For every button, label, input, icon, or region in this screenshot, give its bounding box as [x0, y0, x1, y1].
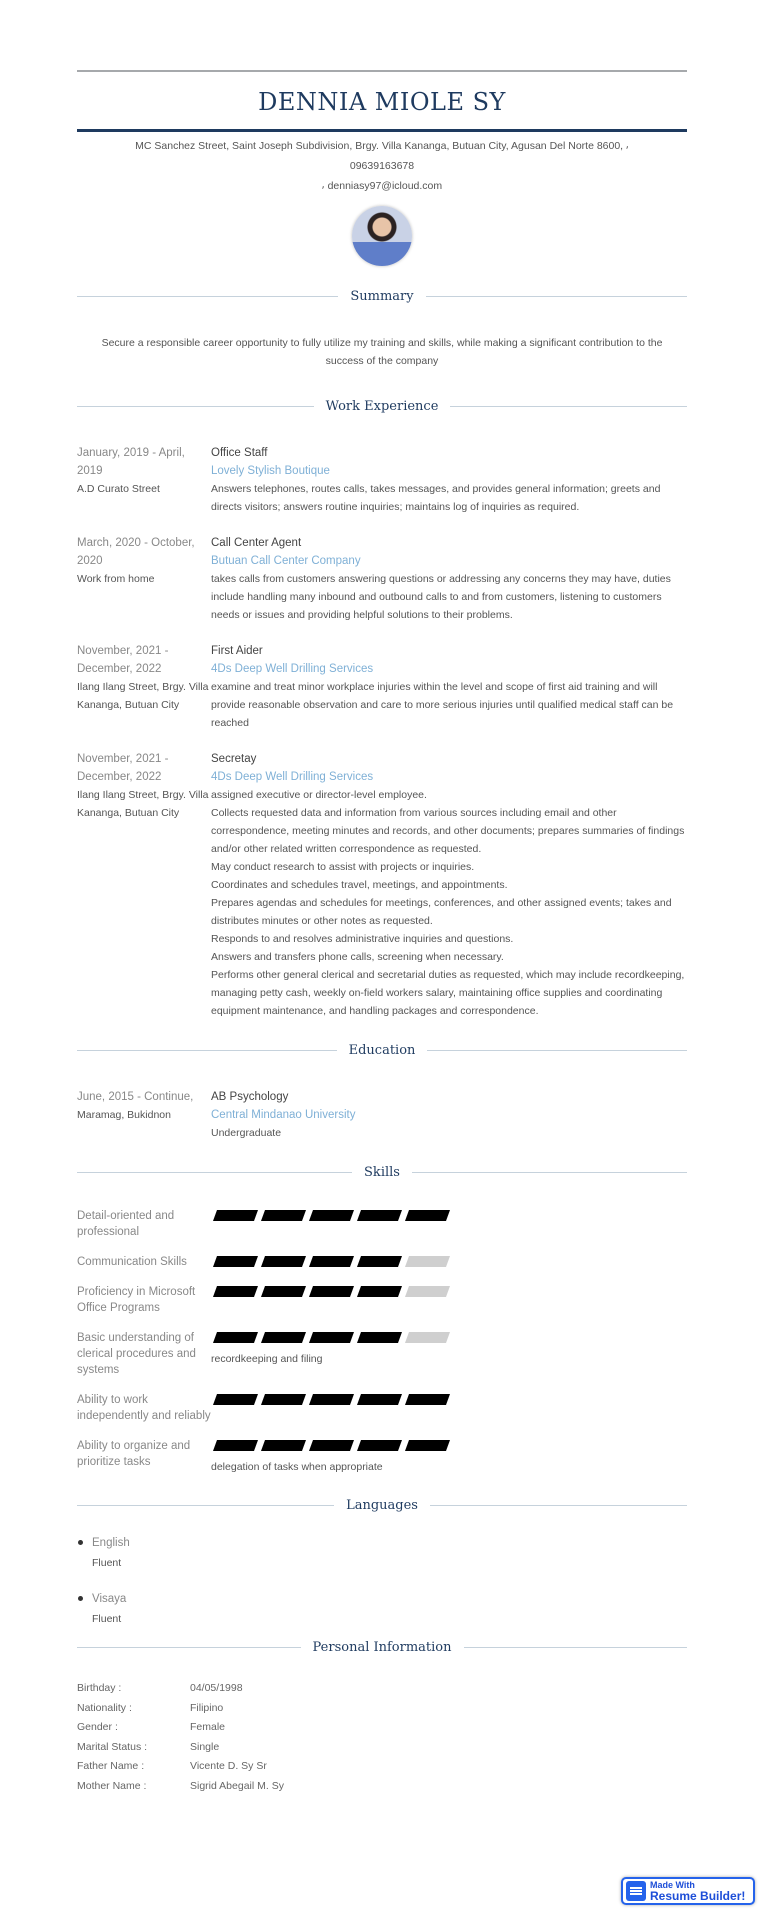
- personal-info-value: Filipino: [190, 1701, 224, 1714]
- badge-line2: Resume Builder!: [650, 1889, 746, 1903]
- skill-bar-filled: [213, 1332, 258, 1343]
- skill-bar-empty: [405, 1332, 450, 1343]
- heading-text: Personal Information: [312, 1639, 452, 1655]
- skill-row: [77, 1330, 687, 1378]
- work-list: [77, 444, 687, 1020]
- skill-name: Ability to organize and prioritize tasks: [77, 1440, 191, 1468]
- languages-list: [77, 1533, 687, 1629]
- skill-bar-filled: [261, 1332, 306, 1343]
- work-entry: [77, 642, 687, 732]
- personal-info-row: [77, 1757, 687, 1777]
- skill-name: Communication Skills: [77, 1256, 187, 1268]
- work-location: Ilang Ilang Street, Brgy. Villa Kananga, Butuan City: [77, 789, 209, 819]
- job-description-line: Answers telephones, routes calls, takes messages, and provides general information; greets and directs visitors; answers routine inquiries; maintains log of inquiries as required.: [211, 483, 661, 513]
- personal-info-value: Female: [190, 1721, 226, 1734]
- job-title: First Aider: [211, 645, 263, 657]
- skill-bar-filled: [213, 1256, 258, 1267]
- skill-bar-filled: [405, 1210, 450, 1221]
- personal-info-row: [77, 1718, 687, 1738]
- company-name: Lovely Stylish Boutique: [211, 465, 330, 477]
- personal-info-row: [77, 1777, 687, 1797]
- job-description-line: examine and treat minor workplace injuries within the level and scope of first aid training and will provide reasonable observation and care to more serious injuries until qualified medical staff can be reached: [211, 681, 674, 729]
- work-dates: November, 2021 - December, 2022: [77, 645, 169, 675]
- personal-info-label: Birthday :: [77, 1682, 122, 1694]
- skill-row: [77, 1208, 687, 1240]
- summary-text: Secure a responsible career opportunity to fully utilize my training and skills, while making a significant contribution to the success of the company: [101, 337, 663, 367]
- skill-bar-filled: [261, 1440, 306, 1451]
- skill-description: recordkeeping and filing: [211, 1353, 323, 1365]
- personal-info-list: [77, 1679, 687, 1797]
- personal-info-value: 04/05/1998: [190, 1682, 243, 1694]
- work-location: Work from home: [77, 573, 155, 585]
- job-description-line: Collects requested data and information from various sources including email and other correspondence, meeting minutes and records, and other documents; prepares summaries of findings and/or other related written correspondence as requested.: [211, 807, 685, 855]
- job-title: Secretay: [211, 753, 257, 765]
- job-description-line: Coordinates and schedules travel, meetings, and appointments.: [211, 879, 508, 891]
- heading-text: Summary: [350, 288, 414, 304]
- personal-info-label: Marital Status :: [77, 1740, 148, 1753]
- skill-bar-filled: [261, 1256, 306, 1267]
- skill-bar-filled: [309, 1440, 354, 1451]
- contact-email: ⸴ denniasy97@icloud.com: [321, 180, 443, 192]
- heading-text: Work Experience: [325, 398, 439, 414]
- job-title: Call Center Agent: [211, 537, 302, 549]
- job-description-line: Answers and transfers phone calls, screening when necessary.: [211, 951, 504, 963]
- skill-bar-filled: [213, 1440, 258, 1451]
- personal-info-label: Nationality :: [77, 1701, 132, 1714]
- job-description-line: Responds to and resolves administrative inquiries and questions.: [211, 933, 514, 945]
- personal-info-label: Mother Name :: [77, 1779, 147, 1792]
- skill-description: delegation of tasks when appropriate: [211, 1461, 383, 1473]
- skill-row: [77, 1438, 687, 1475]
- education-details: [211, 1088, 687, 1142]
- language-item: [77, 1533, 687, 1573]
- skill-level-bars: [211, 1256, 687, 1267]
- education-note: Undergraduate: [211, 1127, 282, 1139]
- skill-level-bars: [211, 1332, 687, 1343]
- skill-bar-filled: [357, 1332, 402, 1343]
- school-name: Central Mindanao University: [211, 1109, 356, 1121]
- job-title: Office Staff: [211, 447, 268, 459]
- job-description-line: Performs other general clerical and secretarial duties as requested, which may include recordkeeping, managing petty cash, weekly on-field workers salary, maintaining office supplies and coordinating equipment maintenance, and handling packages and correspondence.: [211, 969, 685, 1017]
- skill-bar-empty: [405, 1256, 450, 1267]
- work-dates: March, 2020 - October, 2020: [77, 537, 195, 567]
- job-description-line: takes calls from customers answering questions or addressing any concerns they may have, duties include handling many inbound and outbound calls to and from customers, listening to customers needs or issues and providing helpful solutions to their problems.: [211, 573, 671, 621]
- section-languages-heading: [77, 1493, 687, 1517]
- education-location: Maramag, Bukidnon: [77, 1109, 171, 1121]
- work-entry: [77, 750, 687, 1020]
- work-entry: [77, 444, 687, 516]
- skill-rating: [211, 1208, 687, 1240]
- skill-bar-filled: [405, 1394, 450, 1405]
- heading-text: Languages: [346, 1497, 418, 1513]
- skill-bar-filled: [261, 1210, 306, 1221]
- skill-name: Basic understanding of clerical procedures and systems: [77, 1332, 196, 1376]
- language-level: Fluent: [92, 1557, 122, 1569]
- skill-bar-filled: [309, 1210, 354, 1221]
- candidate-name: DENNIA MIOLE SY: [258, 88, 506, 116]
- contact-info: [77, 136, 687, 196]
- skill-bar-filled: [309, 1394, 354, 1405]
- job-description-line: May conduct research to assist with projects or inquiries.: [211, 861, 475, 873]
- skill-name: Detail-oriented and professional: [77, 1210, 175, 1238]
- personal-info-value: Single: [190, 1740, 220, 1753]
- section-skills-heading: [77, 1160, 687, 1184]
- skill-bar-filled: [405, 1440, 450, 1451]
- language-item: [77, 1589, 687, 1629]
- education-list: [77, 1088, 687, 1142]
- skill-rating: [211, 1284, 687, 1316]
- language-name: Visaya: [77, 1589, 687, 1609]
- made-with-badge[interactable]: [621, 1877, 755, 1905]
- work-meta: [77, 642, 211, 732]
- skill-rating: [211, 1330, 687, 1378]
- education-meta: [77, 1088, 211, 1142]
- section-work-heading: [77, 394, 687, 418]
- education-entry: [77, 1088, 687, 1142]
- language-level: Fluent: [92, 1613, 122, 1625]
- heading-text: Education: [348, 1042, 416, 1058]
- skill-bar-filled: [357, 1210, 402, 1221]
- work-dates: November, 2021 - December, 2022: [77, 753, 169, 783]
- work-location: A.D Curato Street: [77, 483, 160, 495]
- skill-level-bars: [211, 1210, 687, 1221]
- personal-info-value: Sigrid Abegail M. Sy: [190, 1779, 284, 1792]
- profile-photo: [352, 206, 412, 266]
- skill-bar-filled: [213, 1394, 258, 1405]
- skill-bar-filled: [213, 1286, 258, 1297]
- skill-rating: [211, 1254, 687, 1270]
- skill-bar-filled: [261, 1394, 306, 1405]
- work-details: [211, 534, 687, 624]
- skill-level-bars: [211, 1286, 687, 1297]
- skill-name: Ability to work independently and reliably: [77, 1394, 211, 1422]
- section-summary-heading: [77, 284, 687, 308]
- skill-row: [77, 1284, 687, 1316]
- skill-row: [77, 1254, 687, 1270]
- skill-rating: [211, 1392, 687, 1424]
- job-description-line: Prepares agendas and schedules for meetings, conferences, and other assigned events; takes and distributes minutes or other notes as requested.: [211, 897, 672, 927]
- work-meta: [77, 444, 211, 516]
- heading-text: Skills: [364, 1164, 400, 1180]
- work-dates: January, 2019 - April, 2019: [77, 447, 185, 477]
- skill-row: [77, 1392, 687, 1424]
- work-details: [211, 642, 687, 732]
- skill-level-bars: [211, 1440, 687, 1451]
- personal-info-row: [77, 1738, 687, 1758]
- skill-bar-empty: [405, 1286, 450, 1297]
- personal-info-value: Vicente D. Sy Sr: [190, 1760, 267, 1773]
- skill-bar-filled: [357, 1256, 402, 1267]
- language-name: English: [77, 1533, 687, 1553]
- skill-bar-filled: [357, 1440, 402, 1451]
- document-icon: [626, 1881, 646, 1901]
- company-name: Butuan Call Center Company: [211, 555, 361, 567]
- work-location: Ilang Ilang Street, Brgy. Villa Kananga, Butuan City: [77, 681, 209, 711]
- contact-address-phone: MC Sanchez Street, Saint Joseph Subdivision, Brgy. Villa Kananga, Butuan City, Agusan Del Norte 8600, ⸴ 09639163678: [135, 140, 629, 172]
- work-meta: [77, 750, 211, 1020]
- job-description-line: assigned executive or director-level employee.: [211, 789, 427, 801]
- top-divider: [77, 70, 687, 72]
- education-dates: June, 2015 - Continue,: [77, 1091, 194, 1103]
- name-divider: [77, 129, 687, 132]
- skill-bar-filled: [309, 1286, 354, 1297]
- skill-bar-filled: [261, 1286, 306, 1297]
- personal-info-row: [77, 1699, 687, 1719]
- work-details: [211, 444, 687, 516]
- skill-bar-filled: [357, 1286, 402, 1297]
- skill-bar-filled: [357, 1394, 402, 1405]
- section-personal-heading: [77, 1635, 687, 1659]
- personal-info-label: Gender :: [77, 1721, 118, 1734]
- badge-line1: Made With: [650, 1880, 695, 1890]
- skill-rating: [211, 1438, 687, 1475]
- work-meta: [77, 534, 211, 624]
- skill-bar-filled: [309, 1256, 354, 1267]
- work-details: [211, 750, 687, 1020]
- skill-bar-filled: [213, 1210, 258, 1221]
- skill-name: Proficiency in Microsoft Office Programs: [77, 1286, 196, 1314]
- skill-level-bars: [211, 1394, 687, 1405]
- skill-bar-filled: [309, 1332, 354, 1343]
- personal-info-label: Father Name :: [77, 1760, 145, 1773]
- work-entry: [77, 534, 687, 624]
- company-name: 4Ds Deep Well Drilling Services: [211, 663, 374, 675]
- skills-list: [77, 1208, 687, 1475]
- resume: [77, 0, 687, 1797]
- degree: AB Psychology: [211, 1091, 289, 1103]
- personal-info-row: [77, 1679, 687, 1699]
- section-education-heading: [77, 1038, 687, 1062]
- company-name: 4Ds Deep Well Drilling Services: [211, 771, 374, 783]
